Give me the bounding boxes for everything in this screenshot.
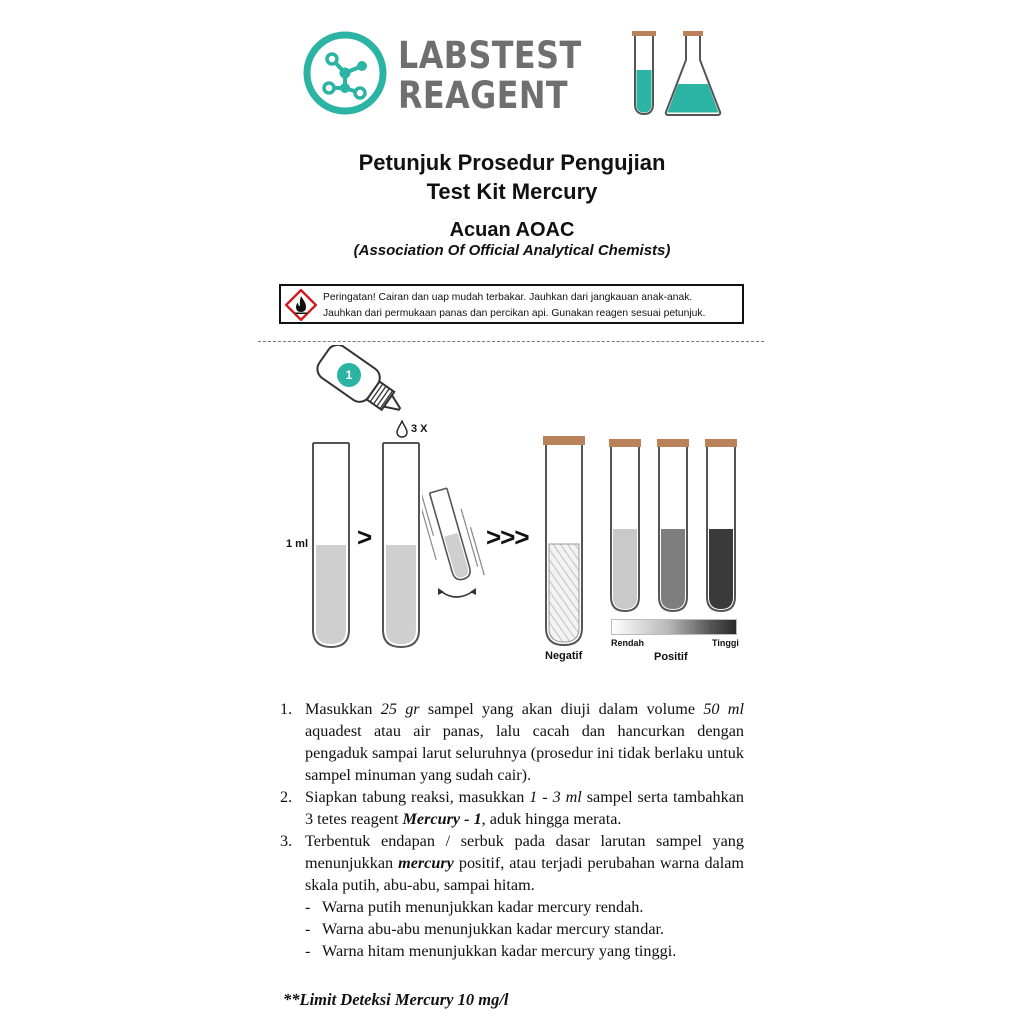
bottle-number-badge <box>337 363 361 387</box>
step-1-text-c: sampel yang akan diuji dalam volume <box>419 700 704 718</box>
reference-title: Acuan AOAC <box>449 219 575 241</box>
step-1-volume: 50 ml <box>703 700 744 718</box>
bullet-dash: - <box>305 942 311 960</box>
positive-tube-standard <box>655 437 691 615</box>
step-2-text-a: Siapkan tabung reaksi, masukkan <box>305 788 530 806</box>
step-3-text-a: Terbentuk endapan / serbuk pada dasar larutan sampel yang menunjukkan <box>305 832 744 872</box>
step-2-volume: 1 - 3 ml <box>529 788 582 806</box>
positive-tube-low <box>607 437 643 615</box>
warning-text <box>323 290 705 322</box>
step-3-text-c: positif, atau terjadi perubahan warna dalam skala putih, abu-abu, sampai hitam. <box>305 854 744 894</box>
flask-icon <box>662 30 724 118</box>
bullet-text: Warna hitam menunjukkan kadar mercury yang tinggi. <box>322 942 677 960</box>
bottle-number: 1 <box>345 368 353 382</box>
title-line-2: Test Kit Mercury <box>426 179 598 204</box>
step-1 <box>280 698 744 786</box>
low-label: Rendah <box>611 638 645 648</box>
bullet-dash: - <box>305 898 311 916</box>
procedure-list <box>280 698 744 962</box>
warning-line-1: Peringatan! Cairan dan uap mudah terbakar. Jauhkan dari jangkauan anak-anak. <box>323 292 693 303</box>
step-1-text-e: aquadest atau air panas, lalu cacah dan hancurkan dengan pengaduk sampai larut seluruhnya (prosedur ini tidak berlaku untuk sampel minuman yang sudah cair). <box>305 722 744 784</box>
brand-name <box>398 36 582 116</box>
molecule-logo-icon <box>302 30 388 116</box>
flammable-hazard-icon <box>285 289 317 321</box>
step-2-text-c: sampel serta tambahkan 3 tetes reagent <box>305 788 744 828</box>
step-1-text-a: Masukkan <box>305 700 381 718</box>
warning-box <box>279 284 744 324</box>
detection-limit-note: **Limit Deteksi Mercury 10 mg/l <box>283 990 509 1009</box>
brand-line-2: REAGENT <box>398 74 569 117</box>
sample-tube-2 <box>380 440 422 650</box>
warning-line-2: Jauhkan dari permukaan panas dan percikan api. Gunakan reagen sesuai petunjuk. <box>323 308 706 319</box>
bullet-item <box>280 896 744 918</box>
step-1-number: 1. <box>280 700 293 718</box>
step-2-text <box>305 786 744 830</box>
volume-label: 1 ml <box>286 538 309 550</box>
negative-label: Negatif <box>545 650 583 662</box>
title-line-1: Petunjuk Prosedur Pengujian <box>358 150 666 175</box>
sample-tube-1 <box>310 440 352 650</box>
bullet-item <box>280 940 744 962</box>
test-tube-icon <box>630 30 658 118</box>
dashed-divider <box>258 341 764 342</box>
bullet-dash: - <box>305 920 311 938</box>
step-1-sample-mass: 25 gr <box>380 700 420 718</box>
drop-icon <box>396 420 408 438</box>
step-1-text <box>305 698 744 786</box>
step-3-text <box>305 830 744 896</box>
step-3-number: 3. <box>280 832 293 850</box>
bullet-text: Warna putih menunjukkan kadar mercury rendah. <box>322 898 644 916</box>
step-2-reagent-name: Mercury - 1 <box>402 810 482 828</box>
drops-label: 3 X <box>411 423 428 435</box>
arrow-single: > <box>357 522 373 552</box>
reference-full-name: (Association Of Official Analytical Chemists) <box>353 242 671 259</box>
reagent-bottle-icon <box>310 345 420 425</box>
step-2-number: 2. <box>280 788 293 806</box>
bullet-item <box>280 918 744 940</box>
positive-label: Positif <box>654 651 688 663</box>
brand-line-1: LABSTEST <box>398 34 582 77</box>
step-2-text-e: , aduk hingga merata. <box>481 810 622 828</box>
high-label: Tinggi <box>712 638 739 648</box>
color-scale-bar <box>611 619 737 635</box>
shake-tube-icon <box>422 482 488 606</box>
step-3 <box>280 830 744 896</box>
bullet-text: Warna abu-abu menunjukkan kadar mercury standar. <box>322 920 665 938</box>
arrow-triple: >>> <box>486 522 529 552</box>
negative-tube <box>541 434 587 650</box>
step-3-mercury: mercury <box>398 854 454 872</box>
positive-tube-high <box>703 437 739 615</box>
step-2 <box>280 786 744 830</box>
